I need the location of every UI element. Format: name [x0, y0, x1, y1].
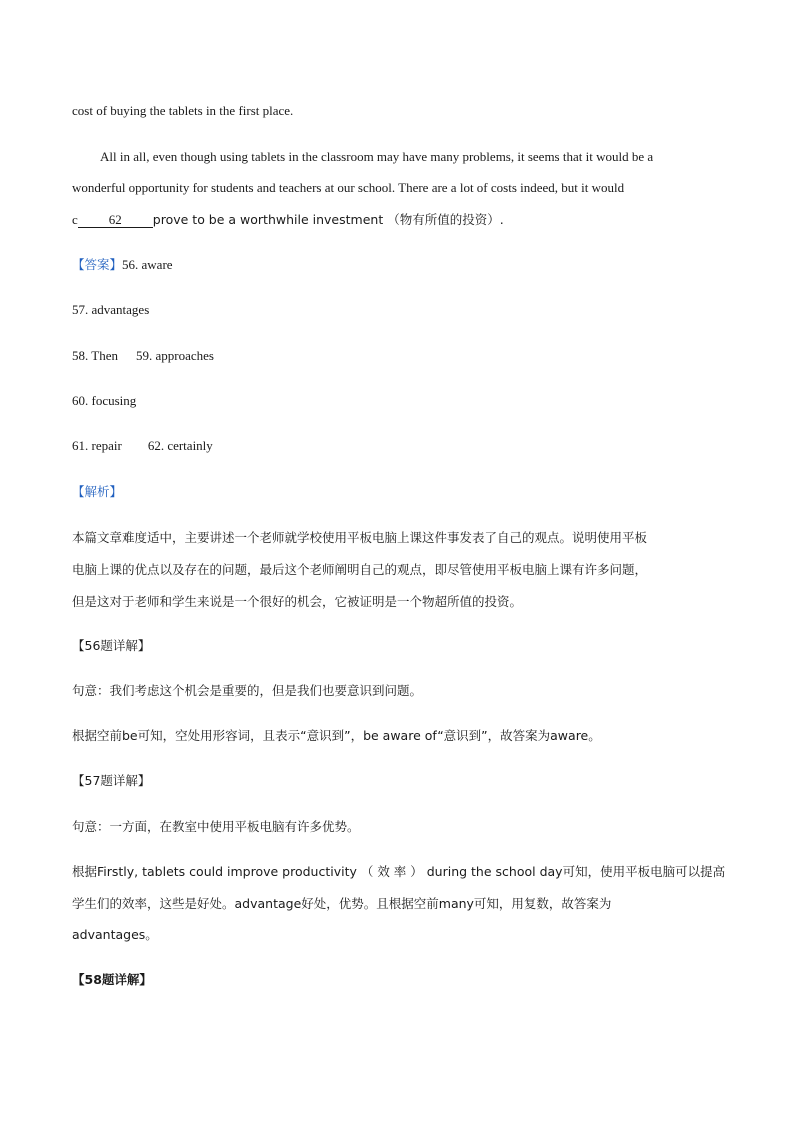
blank-62 — [78, 213, 153, 228]
q57-label: 【57题详解】 — [72, 773, 151, 788]
passage-line-4 — [72, 212, 504, 228]
passage-line-4-suffix: prove to be a worthwhile investment （物有所值的投资）. — [152, 212, 504, 227]
q58-label: 【58题详解】 — [72, 972, 152, 987]
answer-61: 61. repair — [72, 438, 122, 453]
blank-prefix: c — [72, 212, 78, 227]
answer-label: 【答案】 — [72, 257, 123, 272]
q57-meaning: 句意：一方面，在教室中使用平板电脑有许多优势。 — [72, 819, 360, 834]
q57-explanation-line-1: 根据Firstly, tablets could improve productivity （ 效 率 ） during the school day可知，使用平板电脑可以提高 — [72, 864, 726, 879]
answer-59: 59. approaches — [135, 348, 214, 363]
analysis-paragraph-line-3: 但是这对于老师和学生来说是一个很好的机会，它被证明是一个物超所值的投资。 — [72, 594, 523, 609]
answer-61-62 — [72, 438, 213, 454]
q57-explanation-line-3: advantages。 — [72, 927, 158, 942]
answer-58-59 — [72, 348, 214, 364]
answer-57: 57. advantages — [72, 302, 150, 317]
q56-explanation: 根据空前be可知，空处用形容词，且表示“意识到”，be aware of“意识到”，故答案为aware。 — [72, 728, 601, 743]
analysis-label: 【解析】 — [72, 484, 123, 499]
analysis-paragraph-line-1: 本篇文章难度适中，主要讲述一个老师就学校使用平板电脑上课这件事发表了自己的观点。说明使用平板 — [72, 530, 648, 545]
passage-line-3: wonderful opportunity for students and teachers at our school. There are a lot of costs indeed, but it would — [72, 180, 625, 195]
passage-line-1: cost of buying the tablets in the first place. — [72, 103, 294, 118]
answer-56: 56. aware — [122, 257, 173, 272]
q57-explanation-line-2: 学生们的效率，这些是好处。advantage好处，优势。且根据空前many可知，用复数，故答案为 — [72, 896, 612, 911]
blank-number: 62 — [108, 212, 122, 227]
answer-60: 60. focusing — [72, 393, 137, 408]
passage-line-2: All in all, even though using tablets in the classroom may have many problems, it seems that it would be a — [100, 149, 654, 164]
analysis-paragraph-line-2: 电脑上课的优点以及存在的问题，最后这个老师阐明自己的观点，即尽管使用平板电脑上课有许多问题， — [72, 562, 648, 577]
q56-meaning: 句意：我们考虑这个机会是重要的，但是我们也要意识到问题。 — [72, 683, 423, 698]
q56-label: 【56题详解】 — [72, 638, 151, 653]
answer-line — [72, 257, 173, 273]
answer-58: 58. Then — [72, 348, 118, 363]
answer-62: 62. certainly — [147, 438, 213, 453]
